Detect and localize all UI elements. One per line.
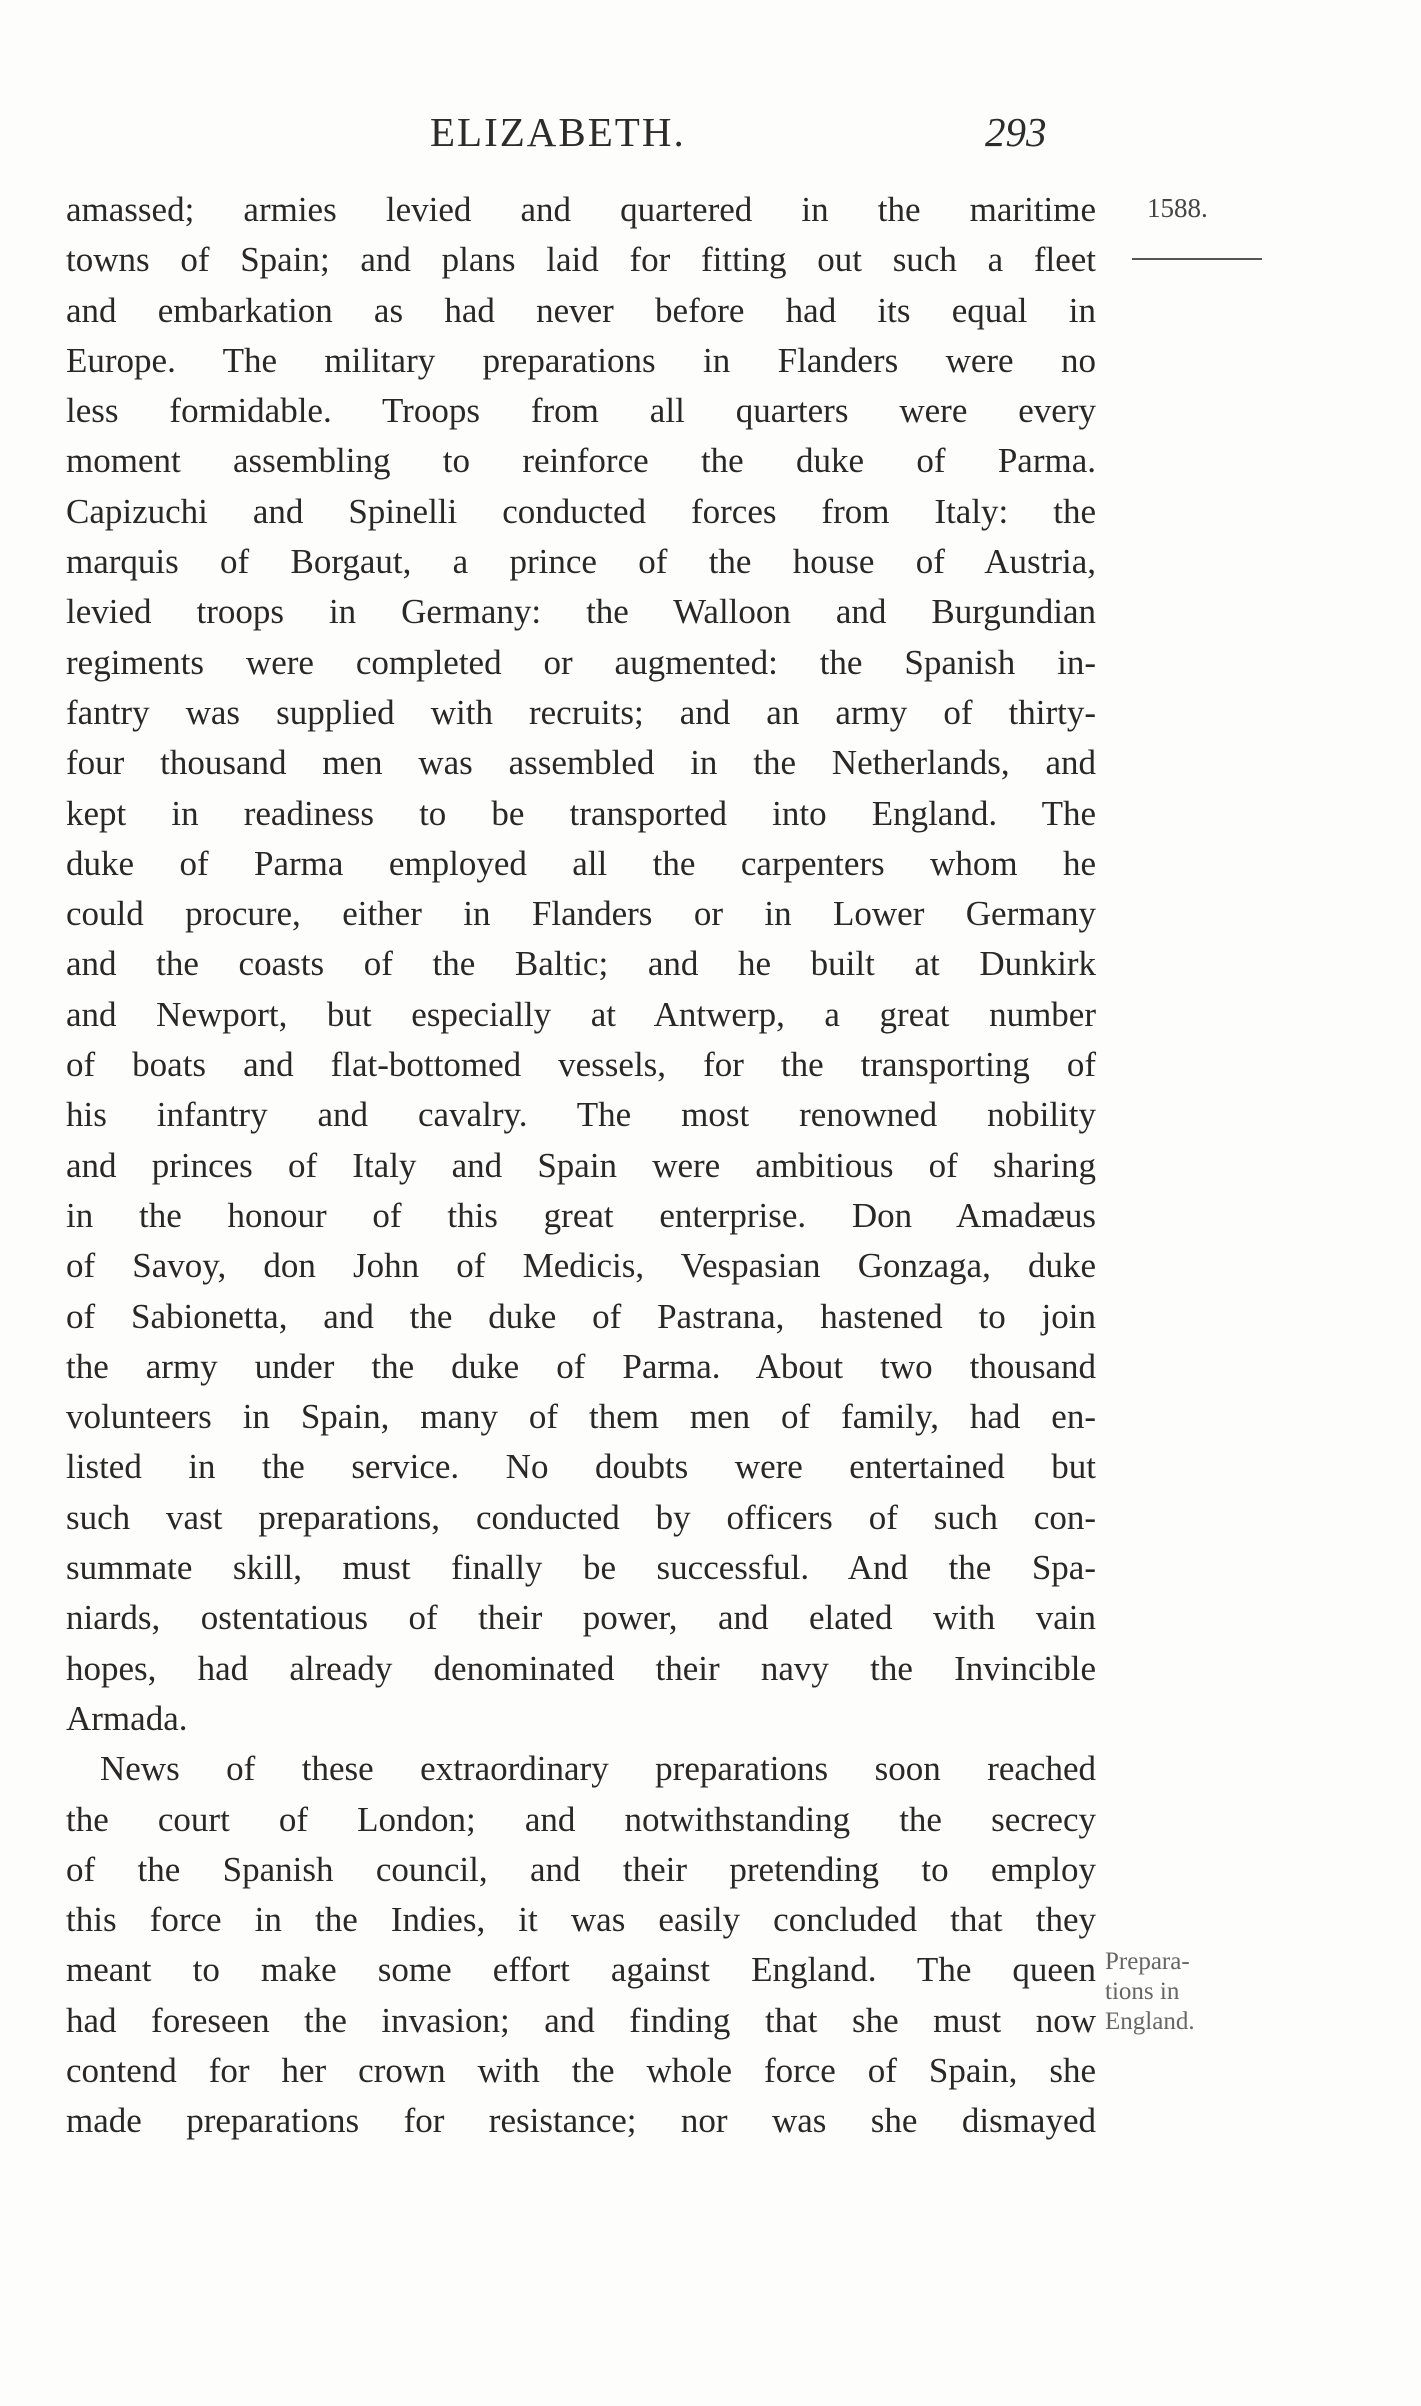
text-line: and Newport, but especially at Antwerp, a great number (66, 994, 1096, 1034)
text-line: kept in readiness to be transported into England. The (66, 793, 1096, 833)
text-line: moment assembling to reinforce the duke of Parma. (66, 441, 1096, 481)
text-line: of the Spanish council, and their pretending to employ (66, 1849, 1096, 1889)
page-number: 293 (985, 109, 1047, 155)
text-line: in the honour of this great enterprise. Don Amadæus (66, 1195, 1096, 1235)
text-line: Capizuchi and Spinelli conducted forces from Italy: the (66, 491, 1096, 531)
text-line: levied troops in Germany: the Walloon and Burgundian (66, 592, 1096, 632)
text-line: had foreseen the invasion; and finding that she must now (66, 2000, 1096, 2040)
text-line: niards, ostentatious of their power, and elated with vain (66, 1598, 1096, 1638)
running-title: ELIZABETH. (430, 109, 686, 155)
text-line: listed in the service. No doubts were entertained but (66, 1447, 1096, 1487)
text-line: Europe. The military preparations in Flanders were no (66, 340, 1096, 380)
margin-sidenote (1105, 1947, 1255, 2037)
sidenote-line: tions in (1105, 1978, 1180, 2005)
text-line: Armada. (66, 1698, 188, 1738)
text-line: contend for her crown with the whole force of Spain, she (66, 2050, 1096, 2090)
text-line: and the coasts of the Baltic; and he built at Dunkirk (66, 944, 1096, 984)
running-head (0, 108, 1421, 168)
text-line: summate skill, must finally be successful. And the Spa- (66, 1548, 1096, 1588)
text-line: towns of Spain; and plans laid for fitting out such a fleet (66, 240, 1096, 280)
text-line: and princes of Italy and Spain were ambitious of sharing (66, 1145, 1096, 1185)
body-text (66, 185, 1096, 2147)
text-line: his infantry and cavalry. The most renowned nobility (66, 1095, 1096, 1135)
text-line: duke of Parma employed all the carpenters whom he (66, 843, 1096, 883)
text-line: and embarkation as had never before had its equal in (66, 290, 1096, 330)
text-line: hopes, had already denominated their navy the Invincible (66, 1648, 1096, 1688)
text-line: of Sabionetta, and the duke of Pastrana, hastened to join (66, 1296, 1096, 1336)
text-line: fantry was supplied with recruits; and an army of thirty- (66, 692, 1096, 732)
sidenote-line: England. (1105, 2008, 1195, 2035)
text-line: News of these extraordinary preparations soon reached (100, 1749, 1096, 1789)
text-line: meant to make some effort against England. The queen (66, 1950, 1096, 1990)
text-line: regiments were completed or augmented: the Spanish in- (66, 642, 1096, 682)
text-line: could procure, either in Flanders or in Lower Germany (66, 894, 1096, 934)
text-line: of Savoy, don John of Medicis, Vespasian Gonzaga, duke (66, 1246, 1096, 1286)
text-line: of boats and flat-bottomed vessels, for the transporting of (66, 1045, 1096, 1085)
text-line: this force in the Indies, it was easily concluded that they (66, 1900, 1096, 1940)
text-line: marquis of Borgaut, a prince of the house of Austria, (66, 542, 1096, 582)
text-line: amassed; armies levied and quartered in the maritime (66, 190, 1096, 229)
margin-rule (1132, 258, 1262, 260)
sidenote-line: Prepara- (1105, 1948, 1190, 1975)
text-line: the court of London; and notwithstanding the secrecy (66, 1799, 1096, 1839)
text-line: four thousand men was assembled in the Netherlands, and (66, 743, 1096, 783)
text-line: volunteers in Spain, many of them men of family, had en- (66, 1397, 1096, 1437)
text-line: such vast preparations, conducted by officers of such con- (66, 1497, 1096, 1537)
text-line: the army under the duke of Parma. About two thousand (66, 1346, 1096, 1386)
text-line: less formidable. Troops from all quarters were every (66, 391, 1096, 431)
text-line: made preparations for resistance; nor was she dismayed (66, 2101, 1096, 2141)
margin-year: 1588. (1147, 193, 1208, 223)
